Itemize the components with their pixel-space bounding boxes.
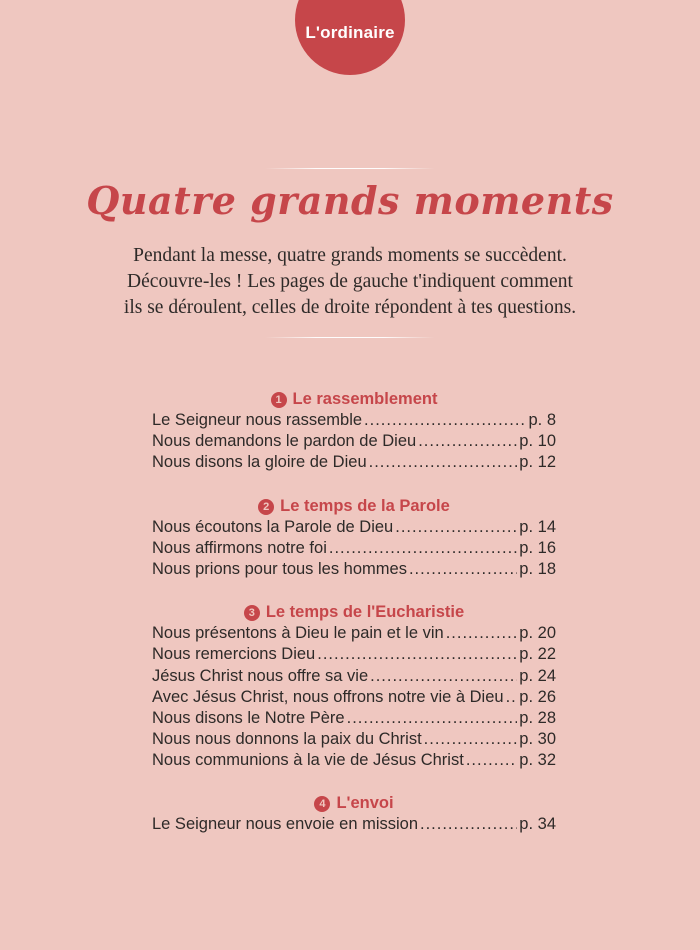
- intro-line: Découvre-les ! Les pages de gauche t'indiquent comment: [127, 271, 573, 292]
- entry-page: p. 12: [519, 453, 556, 472]
- dot-leader: [369, 452, 518, 473]
- dot-leader: [424, 729, 518, 750]
- entry-label: Nous prions pour tous les hommes: [152, 559, 407, 578]
- entry-label: Avec Jésus Christ, nous offrons notre vie à Dieu: [152, 687, 504, 706]
- toc-entry[interactable]: [152, 538, 556, 559]
- entry-page: p. 26: [519, 687, 556, 706]
- entry-page: p. 20: [519, 624, 556, 643]
- section-heading: [152, 601, 556, 623]
- toc-entry[interactable]: [152, 517, 556, 538]
- section-number: 3: [244, 605, 260, 621]
- entry-page: p. 24: [519, 666, 556, 685]
- entry-page: p. 30: [519, 730, 556, 749]
- toc-entry[interactable]: [152, 814, 556, 835]
- toc-entry[interactable]: [152, 708, 556, 729]
- toc-entry[interactable]: [152, 729, 556, 750]
- dot-leader: [370, 666, 517, 687]
- dot-leader: [418, 431, 517, 452]
- entry-page: p. 14: [519, 517, 556, 536]
- toc-entry[interactable]: [152, 644, 556, 665]
- section-heading: [152, 792, 556, 814]
- entry-page: p. 18: [519, 559, 556, 578]
- section-title: Le temps de l'Eucharistie: [265, 603, 465, 622]
- dot-leader: [395, 517, 517, 538]
- entry-label: Jésus Christ nous offre sa vie: [152, 666, 369, 685]
- dot-leader: [317, 644, 517, 665]
- toc-entry[interactable]: [152, 431, 556, 452]
- toc-entry[interactable]: [152, 452, 556, 473]
- page-title: Quatre grands moments: [86, 178, 614, 223]
- entry-page: p. 22: [519, 645, 556, 664]
- toc-entry[interactable]: [152, 410, 556, 431]
- dot-leader: [409, 559, 517, 580]
- section-title: Le temps de la Parole: [280, 496, 450, 515]
- section-number: 1: [271, 392, 287, 408]
- section-number: 4: [314, 796, 330, 812]
- intro-paragraph: [90, 243, 610, 321]
- entry-page: p. 28: [519, 708, 556, 727]
- entry-label: Nous demandons le pardon de Dieu: [152, 432, 417, 451]
- toc-entry[interactable]: [152, 559, 556, 580]
- entry-label: Nous remercions Dieu: [152, 645, 316, 664]
- intro-line: ils se déroulent, celles de droite répondent à tes questions.: [123, 297, 577, 318]
- toc-entry[interactable]: [152, 750, 556, 771]
- entry-label: Le Seigneur nous rassemble: [152, 411, 363, 429]
- toc-section-rassemblement: [152, 388, 556, 474]
- dot-leader: [446, 623, 518, 644]
- toc-section-eucharistie: [152, 601, 556, 771]
- entry-page: p. 32: [519, 751, 556, 770]
- entry-label: Nous nous donnons la paix du Christ: [152, 730, 422, 749]
- divider-bottom: [265, 337, 435, 338]
- entry-page: p. 10: [519, 432, 556, 451]
- entry-page: p. 8: [528, 411, 556, 429]
- section-title: Le rassemblement: [292, 390, 438, 408]
- toc-entry[interactable]: [152, 687, 556, 708]
- entry-label: Nous écoutons la Parole de Dieu: [152, 517, 394, 536]
- toc-entry[interactable]: [152, 666, 556, 687]
- entry-page: p. 34: [519, 815, 556, 834]
- toc-section-parole: [152, 495, 556, 581]
- dot-leader: [506, 687, 518, 708]
- entry-label: Nous disons la gloire de Dieu: [152, 453, 367, 472]
- dot-leader: [420, 814, 517, 835]
- section-badge: [295, 0, 405, 75]
- intro-line: Pendant la messe, quatre grands moments se succèdent.: [133, 245, 567, 266]
- toc-entry[interactable]: [152, 623, 556, 644]
- table-of-contents: [152, 388, 556, 857]
- entry-label: Le Seigneur nous envoie en mission: [152, 815, 419, 834]
- entry-label: Nous présentons à Dieu le pain et le vin: [152, 624, 444, 643]
- dot-leader: [364, 410, 526, 431]
- entry-label: Nous affirmons notre foi: [152, 538, 327, 557]
- section-heading: [152, 495, 556, 517]
- dot-leader: [347, 708, 518, 729]
- badge-label: L'ordinaire: [305, 23, 395, 42]
- entry-label: Nous disons le Notre Père: [152, 708, 345, 727]
- toc-section-envoi: [152, 792, 556, 835]
- entry-page: p. 16: [519, 538, 556, 557]
- dot-leader: [329, 538, 517, 559]
- section-title: L'envoi: [336, 794, 394, 813]
- section-number: 2: [258, 499, 274, 515]
- section-heading: [152, 388, 556, 410]
- dot-leader: [466, 750, 517, 771]
- divider-top: [265, 168, 435, 169]
- entry-label: Nous communions à la vie de Jésus Christ: [152, 751, 464, 770]
